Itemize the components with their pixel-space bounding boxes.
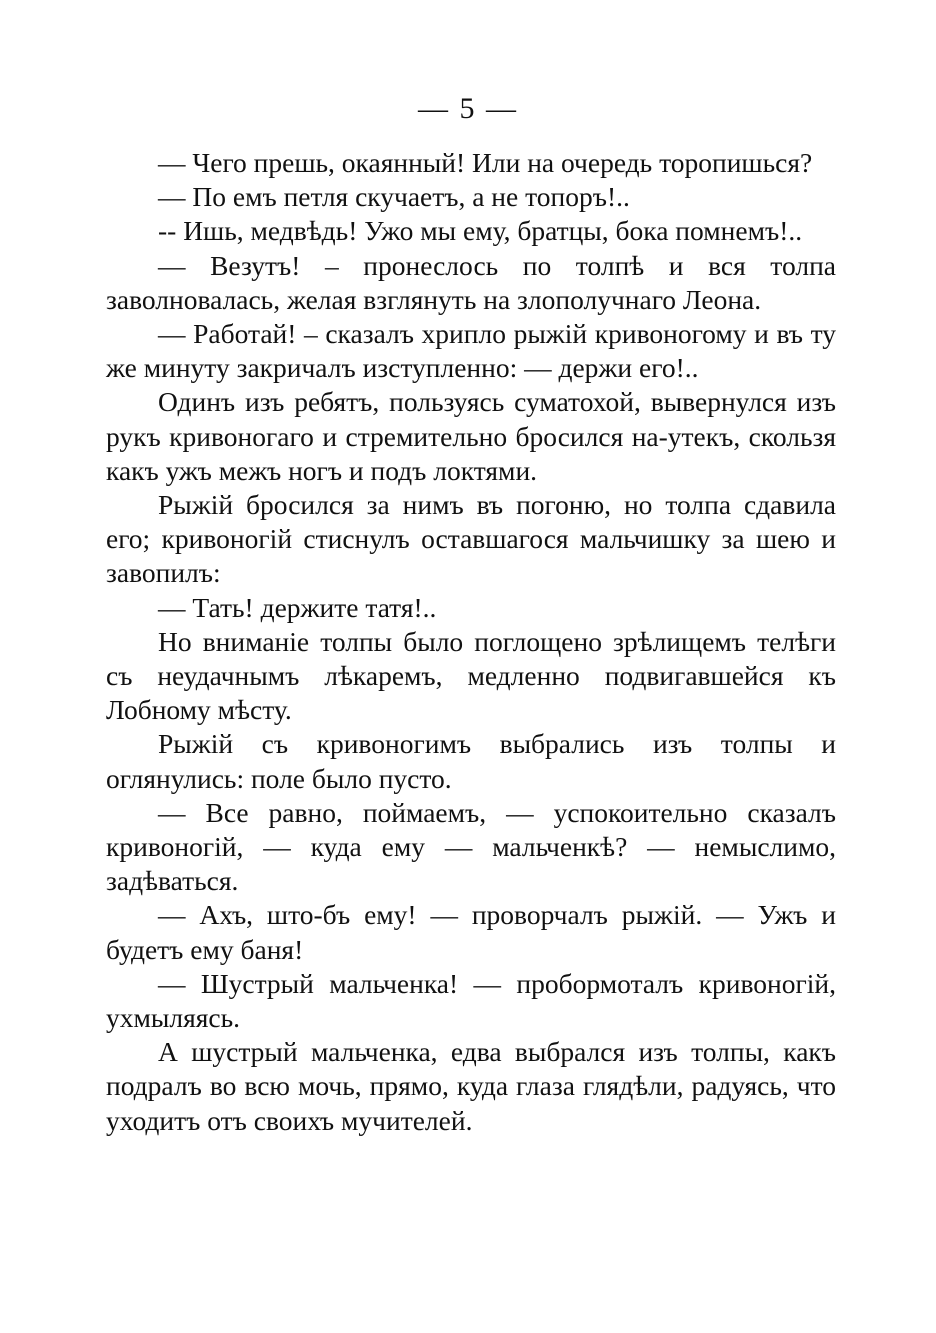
paragraph: — Все равно, поймаемъ, — успокоительно сказалъ кривоногій, — куда ему — мальченкѣ? — немыслимо, задѣваться.: [106, 796, 836, 897]
page-number: — 5 —: [418, 92, 518, 125]
paragraph: — Чего прешь, окаянный! Или на очередь торопишься?: [158, 147, 813, 178]
paragraph: — Работай! – сказалъ хрипло рыжій кривоногому и въ ту же минуту закричалъ изступленно: — держи его!..: [106, 318, 836, 384]
body-text: [106, 146, 836, 1138]
paragraph: Одинъ изъ ребятъ, пользуясь суматохой, вывернулся изъ рукъ кривоногаго и стремительно бросился на-утекъ, скользя какъ ужъ межъ ногъ и подъ локтями.: [106, 386, 836, 486]
paragraph: — Шустрый мальченка! — пробормоталъ кривоногій, ухмыляясь.: [106, 967, 836, 1034]
paragraph: Рыжій бросился за нимъ въ погоню, но толпа сдавила его; кривоногій стиснулъ оставшагося мальчишку за шею и завопилъ:: [106, 489, 836, 589]
paragraph: Но вниманіе толпы было поглощено зрѣлищемъ телѣги съ неудачнымъ лѣкаремъ, медленно подвигавшейся къ Лобному мѣсту.: [106, 625, 836, 726]
paragraph: — По емъ петля скучаетъ, а не топоръ!..: [158, 181, 630, 213]
paragraph: Рыжій съ кривоногимъ выбрались изъ толпы и оглянулись: поле было пусто.: [106, 728, 836, 794]
paragraph: — Тать! держите татя!..: [158, 591, 437, 623]
paragraph: -- Ишь, медвѣдь! Ужо мы ему, братцы, бока помнемъ!..: [158, 215, 803, 247]
paragraph: — Везутъ! – пронеслось по толпѣ и вся толпа заволновалась, желая взглянуть на злополучнаго Леона.: [106, 249, 836, 315]
paragraph: А шустрый мальченка, едва выбрался изъ толпы, какъ подралъ во всю мочь, прямо, куда глаза глядѣли, радуясь, что уходитъ отъ своихъ мучителей.: [106, 1036, 836, 1136]
paragraph: — Ахъ, што-бъ ему! — проворчалъ рыжій. — Ужъ и будетъ ему баня!: [106, 899, 836, 965]
